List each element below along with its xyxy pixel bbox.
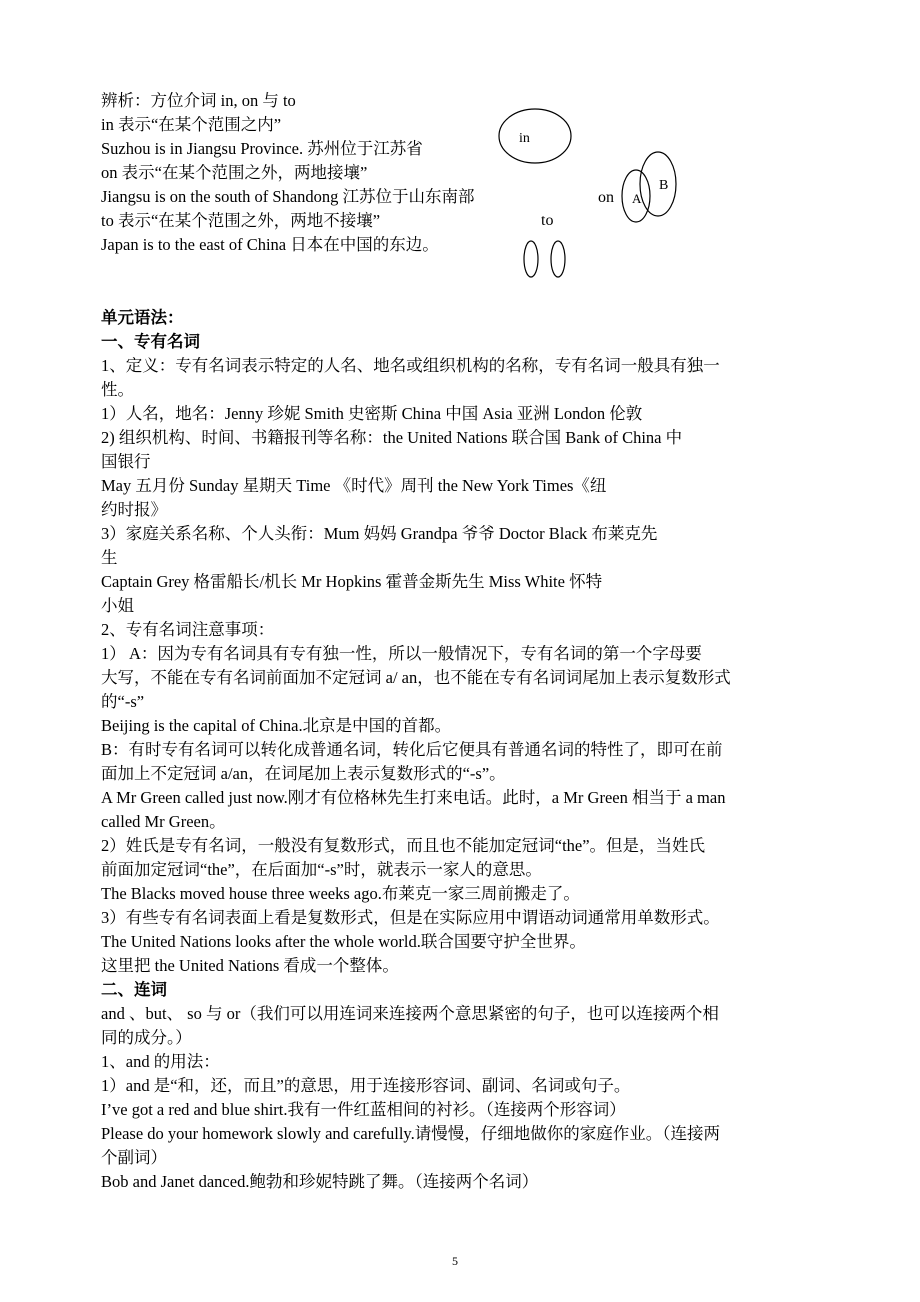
b-label: B: [659, 178, 669, 193]
in-label: in: [519, 131, 530, 146]
text-line: 2）姓氏是专有名词，一般没有复数形式，而且也不能加定冠词“the”。但是，当姓氏: [101, 836, 706, 855]
text-line: 前面加定冠词“the”，在后面加“-s”时，就表示一家人的意思。: [101, 860, 542, 879]
text-line: 生: [101, 548, 118, 567]
section-heading-conjunctions: 二、连词: [101, 980, 167, 999]
text-line: 3）有些专有名词表面上看是复数形式，但是在实际应用中谓语动词通常用单数形式。: [101, 908, 720, 927]
text-line: called Mr Green。: [101, 812, 226, 831]
text-line: 2、专有名词注意事项：: [101, 620, 275, 639]
text-line: Beijing is the capital of China.北京是中国的首都。: [101, 716, 452, 735]
text-line: 同的成分。）: [101, 1028, 192, 1047]
text-line: 1、and 的用法：: [101, 1052, 220, 1071]
in-example: Suzhou is in Jiangsu Province. 苏州位于江苏省: [101, 139, 423, 158]
in-ellipse: [499, 109, 571, 163]
text-line: Captain Grey 格雷船长/机长 Mr Hopkins 霍普金斯先生 Miss White 怀特: [101, 572, 603, 591]
text-line: A Mr Green called just now.刚才有位格林先生打来电话。此时，a Mr Green 相当于 a man: [101, 788, 726, 807]
text-line: 这里把 the United Nations 看成一个整体。: [101, 956, 399, 975]
text-line: 大写，不能在专有名词前面加不定冠词 a/ an，也不能在专有名词词尾加上表示复数形式: [101, 668, 731, 687]
text-line: 面加上不定冠词 a/an，在词尾加上表示复数形式的“-s”。: [101, 764, 506, 783]
text-line: 小姐: [101, 596, 134, 615]
text-line: 1） A：因为专有名词具有专有独一性，所以一般情况下，专有名词的第一个字母要: [101, 644, 702, 663]
to-ellipse-right: [551, 241, 565, 277]
to-example: Japan is to the east of China 日本在中国的东边。: [101, 235, 439, 254]
on-definition: on 表示“在某个范围之外，两地接壤”: [101, 163, 368, 182]
page-number: 5: [452, 1254, 458, 1268]
in-definition: in 表示“在某个范围之内”: [101, 115, 282, 134]
text-line: B：有时专有名词可以转化成普通名词，转化后它便具有普通名词的特性了，即可在前: [101, 740, 723, 759]
on-example: Jiangsu is on the south of Shandong 江苏位于山东南部: [101, 187, 475, 206]
to-ellipse-left: [524, 241, 538, 277]
grammar-heading: 单元语法：: [101, 308, 184, 327]
text-line: I’ve got a red and blue shirt.我有一件红蓝相间的衬衫。（连接两个形容词）: [101, 1100, 626, 1119]
text-line: The Blacks moved house three weeks ago.布莱克一家三周前搬走了。: [101, 884, 580, 903]
preposition-diagram: [0, 0, 920, 300]
text-line: 个副词）: [101, 1148, 167, 1167]
text-line: The United Nations looks after the whole world.联合国要守护全世界。: [101, 932, 586, 951]
text-line: 1）人名，地名：Jenny 珍妮 Smith 史密斯 China 中国 Asia 亚洲 London 伦敦: [101, 404, 643, 423]
on-ellipse-b: [640, 152, 676, 216]
text-line: 性。: [101, 380, 134, 399]
text-line: 3）家庭关系名称、个人头衔：Mum 妈妈 Grandpa 爷爷 Doctor Black 布莱克先: [101, 524, 658, 543]
a-label: A: [632, 191, 642, 206]
text-line: and 、but、 so 与 or（我们可以用连词来连接两个意思紧密的句子，也可以连接两个相: [101, 1004, 719, 1023]
text-line: Please do your homework slowly and carefully.请慢慢，仔细地做你的家庭作业。（连接两: [101, 1124, 720, 1143]
section-heading-proper-nouns: 一、专有名词: [101, 332, 200, 351]
text-line: May 五月份 Sunday 星期天 Time 《时代》周刊 the New York Times《纽: [101, 476, 607, 495]
prepositions-title: 辨析：方位介词 in, on 与 to: [101, 91, 296, 110]
on-label: on: [598, 189, 614, 206]
text-line: 国银行: [101, 452, 151, 471]
text-line: Bob and Janet danced.鲍勃和珍妮特跳了舞。（连接两个名词）: [101, 1172, 539, 1191]
text-line: 1、定义：专有名词表示特定的人名、地名或组织机构的名称，专有名词一般具有独一: [101, 356, 720, 375]
to-label: to: [541, 212, 554, 229]
text-line: 的“-s”: [101, 692, 145, 711]
text-line: 约时报》: [101, 500, 167, 519]
to-definition: to 表示“在某个范围之外，两地不接壤”: [101, 211, 381, 230]
text-line: 2) 组织机构、时间、书籍报刊等名称：the United Nations 联合国 Bank of China 中: [101, 428, 683, 447]
text-line: 1）and 是“和，还，而且”的意思，用于连接形容词、副词、名词或句子。: [101, 1076, 631, 1095]
